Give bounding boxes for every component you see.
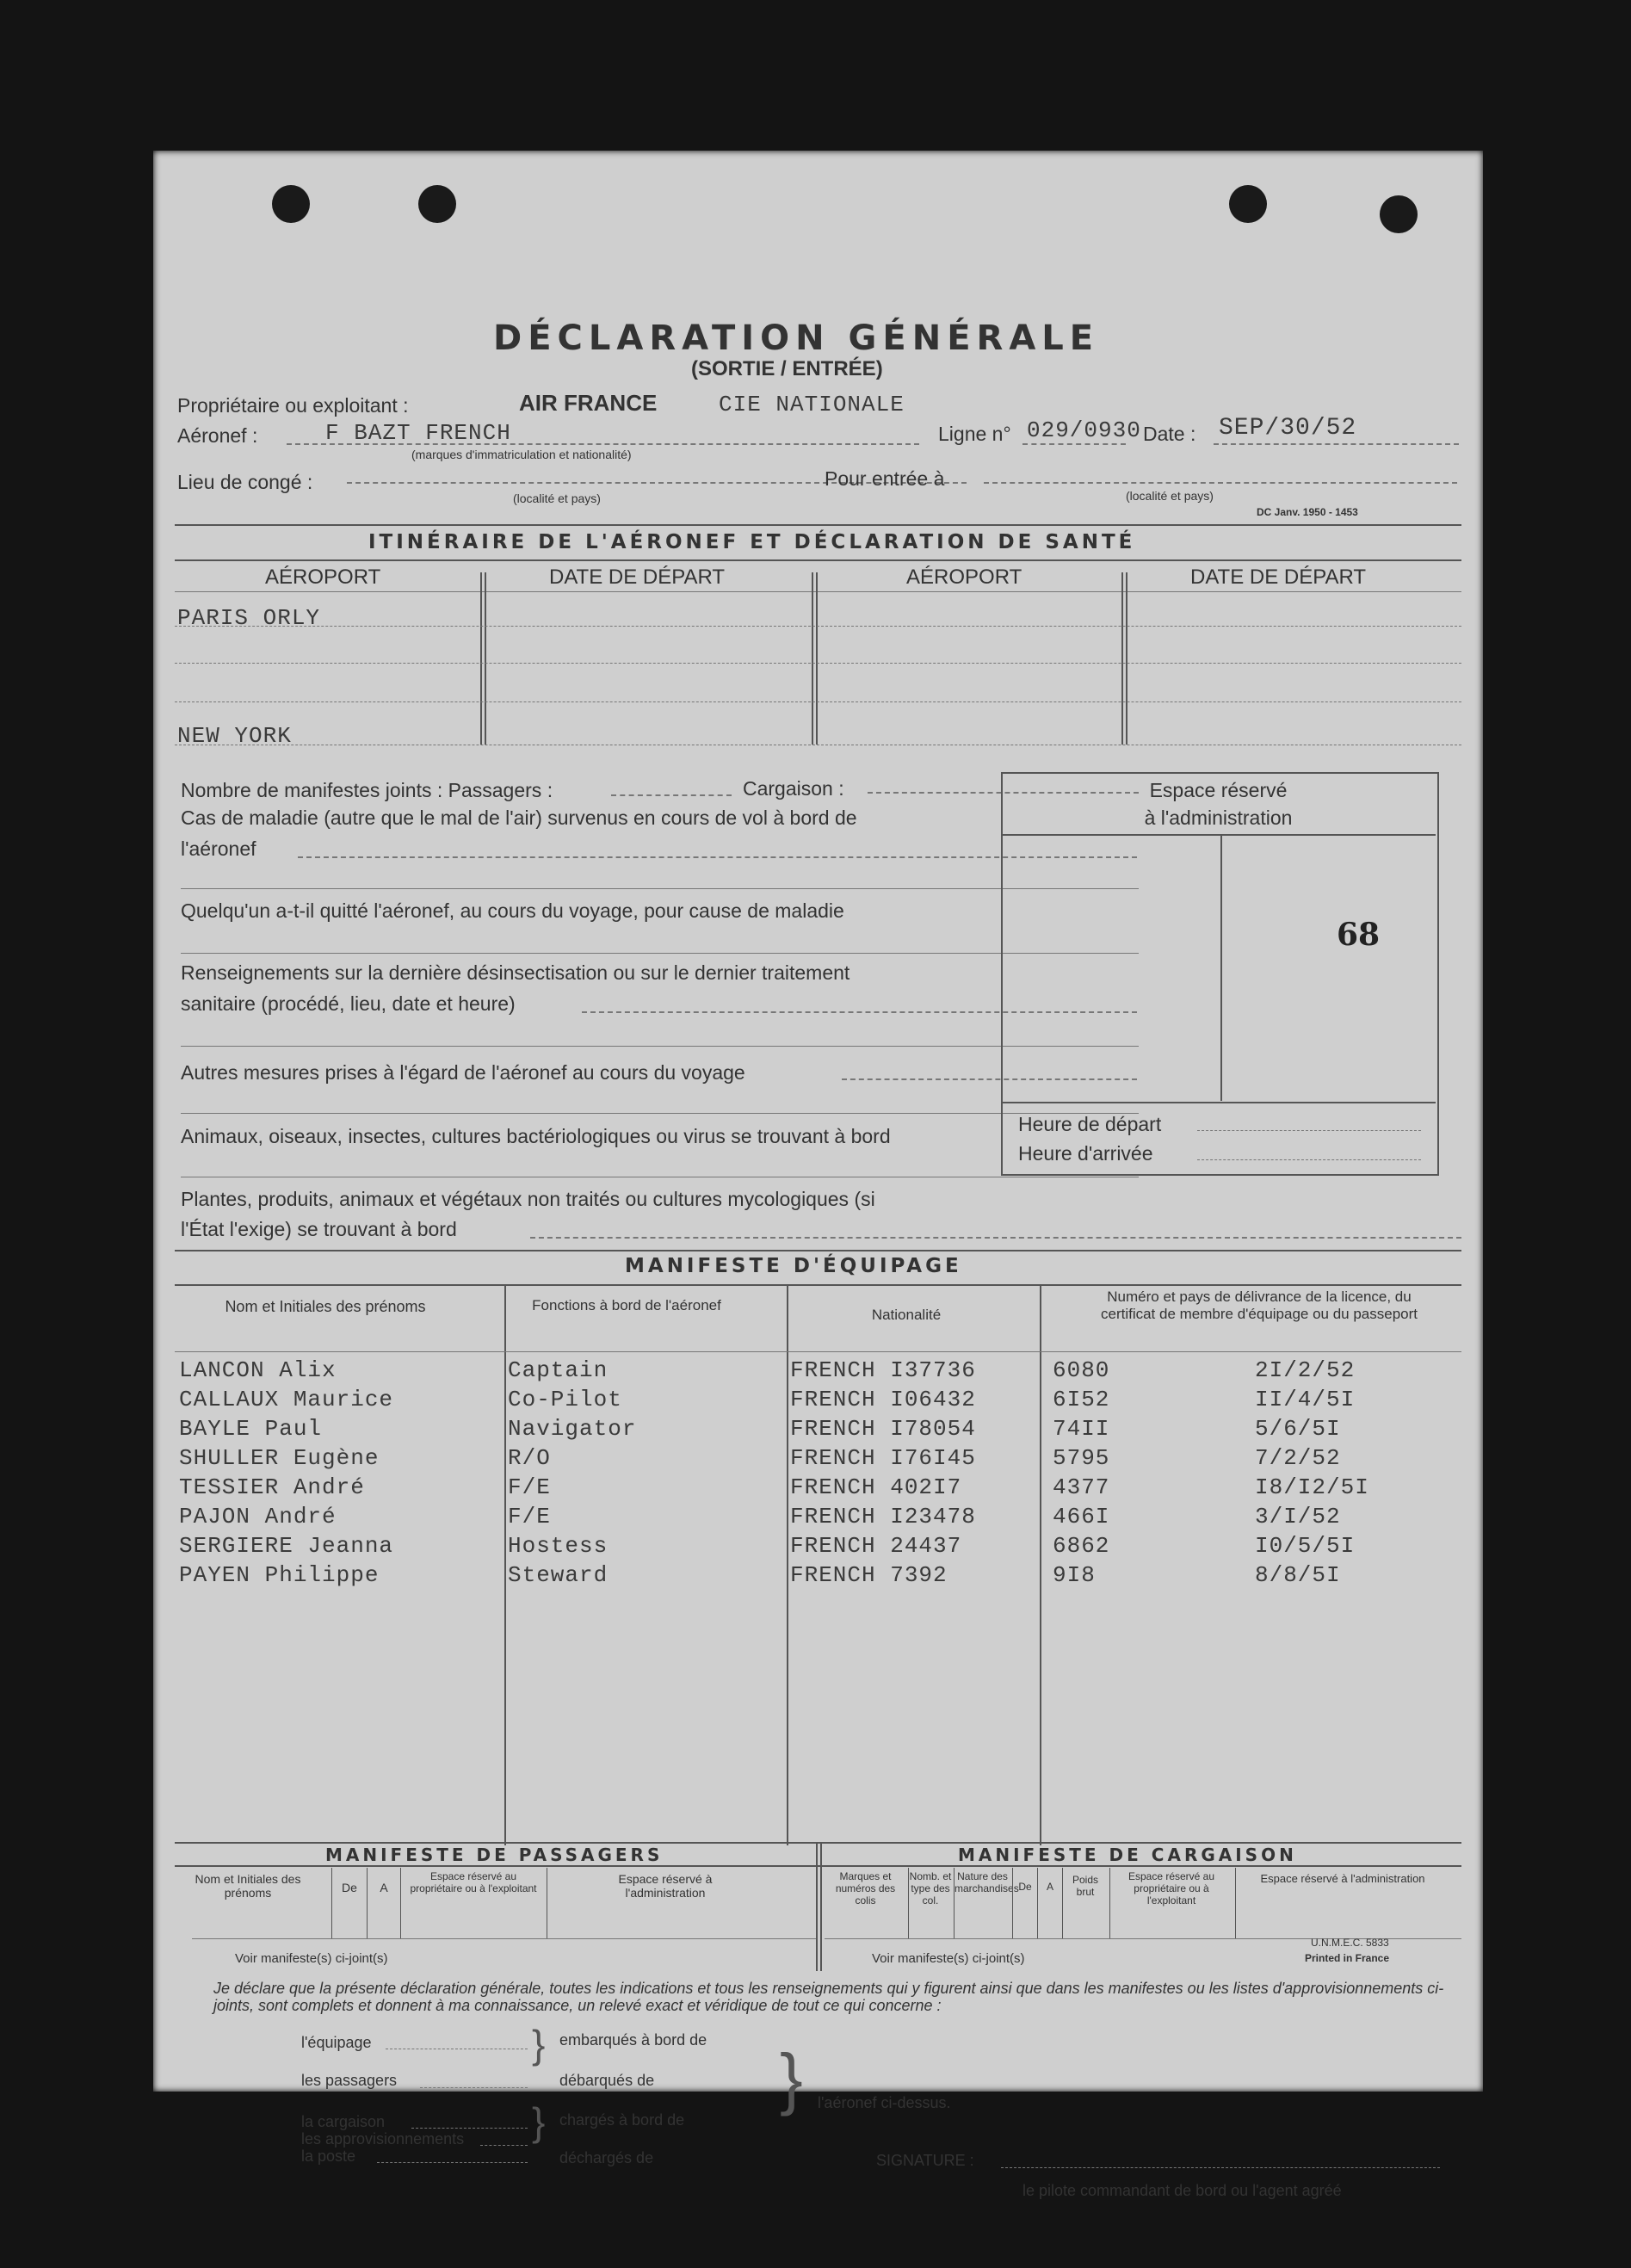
declaration-cargo: la cargaison bbox=[301, 2113, 386, 2130]
aircraft-value: F BAZT FRENCH bbox=[325, 420, 511, 446]
crew-function-cell: Captain bbox=[508, 1357, 609, 1383]
signature-label: SIGNATURE : bbox=[876, 2152, 974, 2169]
aircraft-caption: (marques d'immatriculation et nationalité) bbox=[411, 448, 632, 461]
punch-hole-icon bbox=[418, 185, 456, 223]
cargo-col-count: Nomb. et type des col. bbox=[909, 1870, 952, 1906]
crew-name-cell: SERGIERE Jeanna bbox=[179, 1533, 394, 1559]
signature-caption: le pilote commandant de bord ou l'agent agréé bbox=[1022, 2182, 1342, 2199]
cargo-col-a: A bbox=[1046, 1881, 1053, 1893]
table-row bbox=[153, 1533, 1483, 1562]
airport-from: PARIS ORLY bbox=[177, 605, 321, 631]
departure-time-label: Heure de départ bbox=[1018, 1113, 1162, 1135]
declaration-disembarked: débarqués de bbox=[559, 2072, 655, 2089]
punch-hole-icon bbox=[1380, 195, 1418, 233]
crew-nationality-cell: FRENCH I76I45 bbox=[790, 1445, 976, 1471]
owner-value-2: CIE NATIONALE bbox=[719, 392, 905, 417]
crew-nationality-cell: FRENCH 24437 bbox=[790, 1533, 962, 1559]
col-date-departure-2: DATE DE DÉPART bbox=[1190, 565, 1367, 589]
manifests-label: Nombre de manifestes joints : Passagers : bbox=[181, 779, 553, 801]
printed-in: Printed in France bbox=[1305, 1952, 1390, 1964]
departure-caption: (localité et pays) bbox=[513, 491, 601, 505]
crew-license-number-cell: 5795 bbox=[1053, 1445, 1110, 1471]
crew-nationality-cell: FRENCH 402I7 bbox=[790, 1474, 962, 1500]
crew-license-date-cell: 2I/2/52 bbox=[1255, 1357, 1356, 1383]
punch-hole-icon bbox=[272, 185, 310, 223]
itinerary-section-title: ITINÉRAIRE DE L'AÉRONEF ET DÉCLARATION DE SANTÉ bbox=[368, 531, 1136, 553]
crew-license-number-cell: 466I bbox=[1053, 1504, 1110, 1530]
crew-function-cell: Hostess bbox=[508, 1533, 609, 1559]
owner-value: AIR FRANCE bbox=[519, 390, 658, 416]
crew-function-cell: F/E bbox=[508, 1504, 551, 1530]
crew-col-name: Nom et Initiales des prénoms bbox=[225, 1298, 426, 1315]
illness-label-2: l'aéronef bbox=[181, 837, 256, 860]
crew-license-date-cell: 7/2/52 bbox=[1255, 1445, 1341, 1471]
declaration-embarked: embarqués à bord de bbox=[559, 2031, 707, 2049]
table-row bbox=[153, 1416, 1483, 1445]
admin-box-title-2: à l'administration bbox=[1144, 806, 1293, 829]
declaration-text: Je déclare que la présente déclaration générale, toutes les indications et tous les renseignements qui y figurent ainsi que dans les manifestes ou les listes d'approvisionnements ci-joints, sont complets et donnent à ma connaissance, un relevé exact et véridique de tout ce qui concerne : bbox=[213, 1980, 1444, 2014]
table-row bbox=[153, 1474, 1483, 1504]
entry-label: Pour entrée à bbox=[825, 467, 945, 490]
disinsect-label-2: sanitaire (procédé, lieu, date et heure) bbox=[181, 992, 516, 1015]
table-row bbox=[153, 1387, 1483, 1416]
passengers-footer: Voir manifeste(s) ci-joint(s) bbox=[235, 1951, 388, 1966]
crew-license-date-cell: II/4/5I bbox=[1255, 1387, 1356, 1412]
aircraft-label: Aéronef : bbox=[177, 424, 258, 447]
owner-label: Propriétaire ou exploitant : bbox=[177, 394, 409, 417]
declaration-loaded: chargés à bord de bbox=[559, 2111, 685, 2129]
declaration-mail: la poste bbox=[301, 2147, 356, 2165]
declaration-supplies: les approvisionnements bbox=[301, 2130, 465, 2147]
animals-label: Animaux, oiseaux, insectes, cultures bactériologiques ou virus se trouvant à bord bbox=[181, 1125, 891, 1147]
crew-name-cell: LANCON Alix bbox=[179, 1357, 337, 1383]
cargo-col-nature: Nature des marchandises bbox=[955, 1870, 1019, 1894]
crew-function-cell: Steward bbox=[508, 1562, 609, 1588]
brace-icon: } bbox=[780, 2040, 803, 2117]
crew-name-cell: PAYEN Philippe bbox=[179, 1562, 380, 1588]
crew-license-date-cell: 5/6/5I bbox=[1255, 1416, 1341, 1442]
page-title: DÉCLARATION GÉNÉRALE bbox=[493, 318, 1100, 358]
crew-license-number-cell: 6080 bbox=[1053, 1357, 1110, 1383]
passengers-col-admin: Espace réservé à l'administration bbox=[618, 1872, 713, 1900]
crew-name-cell: TESSIER André bbox=[179, 1474, 365, 1500]
passengers-col-name: Nom et Initiales des prénoms bbox=[195, 1872, 301, 1900]
entry-caption: (localité et pays) bbox=[1126, 489, 1214, 503]
crew-name-cell: BAYLE Paul bbox=[179, 1416, 323, 1442]
plants-label: Plantes, produits, animaux et végétaux non traités ou cultures mycologiques (si bbox=[181, 1188, 875, 1210]
crew-license-number-cell: 6I52 bbox=[1053, 1387, 1110, 1412]
admin-box-title: Espace réservé bbox=[1149, 779, 1288, 801]
crew-name-cell: SHULLER Eugène bbox=[179, 1445, 380, 1471]
crew-nationality-cell: FRENCH I37736 bbox=[790, 1357, 976, 1383]
airport-to: NEW YORK bbox=[177, 723, 292, 749]
cargo-col-marks: Marques et numéros des colis bbox=[835, 1870, 896, 1906]
page-subtitle: (SORTIE / ENTRÉE) bbox=[691, 357, 883, 380]
crew-col-nationality: Nationalité bbox=[871, 1307, 942, 1323]
left-aircraft-label: Quelqu'un a-t-il quitté l'aéronef, au cours du voyage, pour cause de maladie bbox=[181, 899, 844, 922]
crew-nationality-cell: FRENCH 7392 bbox=[790, 1562, 948, 1588]
crew-license-number-cell: 6862 bbox=[1053, 1533, 1110, 1559]
table-row bbox=[153, 1562, 1483, 1591]
crew-nationality-cell: FRENCH I23478 bbox=[790, 1504, 976, 1530]
plants-label-2: l'État l'exige) se trouvant à bord bbox=[181, 1218, 457, 1240]
crew-nationality-cell: FRENCH I78054 bbox=[790, 1416, 976, 1442]
admin-number: 68 bbox=[1337, 917, 1381, 953]
crew-function-cell: R/O bbox=[508, 1445, 551, 1471]
crew-license-date-cell: 3/I/52 bbox=[1255, 1504, 1341, 1530]
brace-icon: } bbox=[532, 2099, 546, 2144]
arrival-time-label: Heure d'arrivée bbox=[1018, 1142, 1153, 1165]
document-sheet bbox=[153, 151, 1483, 2199]
crew-col-license: Numéro et pays de délivrance de la licence, du certificat de membre d'équipage ou du passeport bbox=[1100, 1288, 1418, 1322]
passengers-section-title: MANIFESTE DE PASSAGERS bbox=[325, 1845, 664, 1865]
crew-license-number-cell: 74II bbox=[1053, 1416, 1110, 1442]
declaration-passengers: les passagers bbox=[301, 2072, 398, 2089]
col-airport-1: AÉROPORT bbox=[265, 565, 381, 589]
cargo-col-admin: Espace réservé à l'administration bbox=[1260, 1872, 1425, 1885]
cargo-col-owner: Espace réservé au propriétaire ou à l'exploitant bbox=[1127, 1870, 1215, 1906]
crew-name-cell: PAJON André bbox=[179, 1504, 337, 1530]
col-airport-2: AÉROPORT bbox=[906, 565, 1022, 589]
cargo-col-de: De bbox=[1018, 1881, 1032, 1893]
line-value: 029/0930 bbox=[1027, 417, 1141, 443]
declaration-unloaded: déchargés de bbox=[559, 2149, 654, 2166]
crew-name-cell: CALLAUX Maurice bbox=[179, 1387, 394, 1412]
passengers-col-de: De bbox=[342, 1881, 357, 1894]
declaration-crew: l'équipage bbox=[301, 2034, 372, 2051]
illness-label: Cas de maladie (autre que le mal de l'air) survenus en cours de vol à bord de bbox=[181, 806, 857, 829]
crew-function-cell: Co-Pilot bbox=[508, 1387, 622, 1412]
table-row bbox=[153, 1445, 1483, 1474]
cargo-count-label: Cargaison : bbox=[743, 777, 844, 800]
crew-license-date-cell: I8/I2/5I bbox=[1255, 1474, 1369, 1500]
crew-license-number-cell: 9I8 bbox=[1053, 1562, 1096, 1588]
form-code: U.N.M.E.C. 5833 bbox=[1311, 1937, 1389, 1949]
date-value: SEP/30/52 bbox=[1219, 415, 1357, 442]
crew-section-title: MANIFESTE D'ÉQUIPAGE bbox=[625, 1255, 962, 1277]
col-date-departure-1: DATE DE DÉPART bbox=[549, 565, 726, 589]
form-reference: DC Janv. 1950 - 1453 bbox=[1257, 506, 1358, 518]
brace-icon: } bbox=[532, 2022, 546, 2067]
crew-license-date-cell: 8/8/5I bbox=[1255, 1562, 1341, 1588]
disinsect-label: Renseignements sur la dernière désinsectisation ou sur le dernier traitement bbox=[181, 961, 850, 984]
crew-function-cell: Navigator bbox=[508, 1416, 637, 1442]
passengers-col-owner: Espace réservé au propriétaire ou à l'exploitant bbox=[410, 1870, 537, 1894]
table-row bbox=[153, 1504, 1483, 1533]
cargo-section-title: MANIFESTE DE CARGAISON bbox=[958, 1845, 1297, 1865]
date-label: Date : bbox=[1143, 423, 1196, 445]
crew-nationality-cell: FRENCH I06432 bbox=[790, 1387, 976, 1412]
crew-col-function: Fonctions à bord de l'aéronef bbox=[532, 1297, 721, 1313]
crew-license-date-cell: I0/5/5I bbox=[1255, 1533, 1356, 1559]
departure-label: Lieu de congé : bbox=[177, 471, 313, 493]
cargo-col-weight: Poids brut bbox=[1072, 1874, 1099, 1898]
declaration-aircraft: l'aéronef ci-dessus. bbox=[818, 2094, 951, 2111]
line-label: Ligne n° bbox=[938, 423, 1011, 445]
cargo-footer: Voir manifeste(s) ci-joint(s) bbox=[872, 1951, 1025, 1966]
crew-license-number-cell: 4377 bbox=[1053, 1474, 1110, 1500]
table-row bbox=[153, 1357, 1483, 1387]
other-measures-label: Autres mesures prises à l'égard de l'aéronef au cours du voyage bbox=[181, 1061, 745, 1084]
passengers-col-a: A bbox=[380, 1881, 388, 1894]
punch-hole-icon bbox=[1229, 185, 1267, 223]
crew-function-cell: F/E bbox=[508, 1474, 551, 1500]
